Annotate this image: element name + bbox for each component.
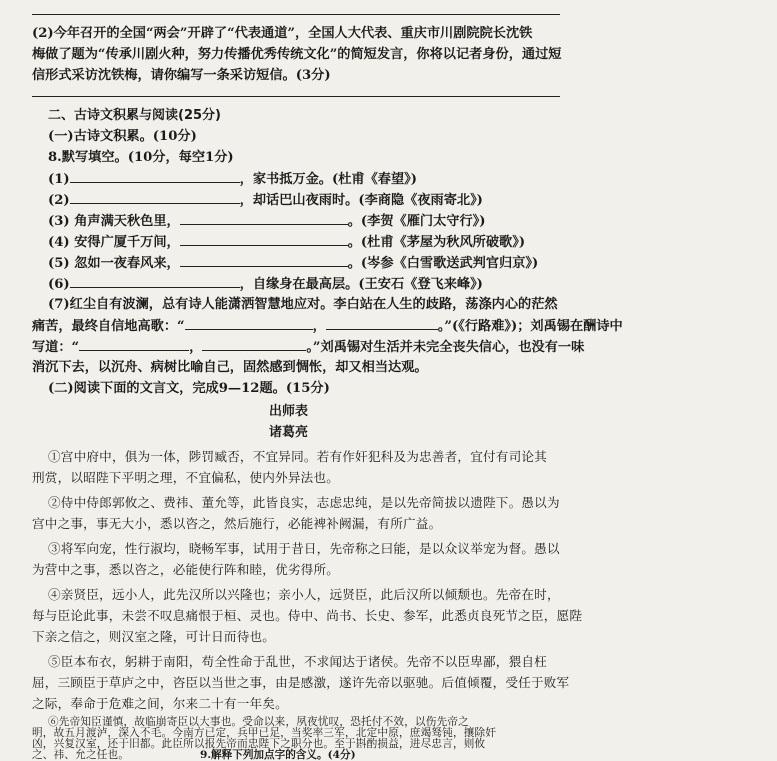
- q8-item-5-pre: (5) 忽如一夜春风来，: [48, 256, 180, 271]
- passage-p4-line2: 每与臣论此事，未尝不叹息痛恨于桓、灵也。侍中、尚书、长史、参军，此悉贞良死节之臣，愿陛: [32, 608, 583, 623]
- q7-line3-text-a: 写道：“: [32, 340, 80, 355]
- q9-heading: 9.解释下列加点字的含义。(4分): [200, 749, 356, 761]
- section2-sub2: (二)阅读下面的文言文，完成9—12题。(15分): [48, 381, 330, 396]
- q7-line2: [32, 316, 623, 336]
- q8-item-4: [48, 232, 625, 252]
- q7-line3-text-b: ，: [189, 340, 203, 355]
- passage-p5-line1: ⑤臣本布衣，躬耕于南阳，苟全性命于乱世，不求闻达于诸侯。先帝不以臣卑鄙，猥自枉: [48, 654, 547, 669]
- passage-p3-line1: ③将军向宠，性行淑均，晓畅军事，试用于昔日，先帝称之曰能，是以众议举宠为督。愚以: [48, 541, 560, 556]
- q8-item-6: [48, 274, 625, 294]
- q8-heading: 8.默写填空。(10分，每空1分): [48, 150, 234, 165]
- passage-p2-line1: ②侍中侍郎郭攸之、费祎、董允等，此皆良实，志虑忠纯，是以先帝简拔以遗陛下。愚以为: [48, 495, 560, 510]
- passage-p3-line2: 为营中之事，悉以咨之，必能使行阵和睦，优劣得所。: [32, 562, 340, 577]
- q8-item-6-pre: (6): [48, 277, 70, 292]
- answer-line: [32, 96, 560, 97]
- passage-p6-line3: 凶，兴复汉室，还于旧都。此臣所以报先帝而忠陛下之职分也。至于斟酌损益，进尽忠言，则攸: [32, 738, 486, 750]
- q7-line2-text-c: 。”(《行路难》)；刘禹锡在酬诗中: [437, 319, 623, 334]
- passage-p2-line2: 宫中之事，事无大小，悉以咨之，然后施行，必能裨补阙漏，有所广益。: [32, 516, 442, 531]
- q8-item-3: [48, 211, 625, 231]
- passage-p4-line1: ④亲贤臣，远小人，此先汉所以兴隆也；亲小人，远贤臣，此后汉所以倾颓也。先帝在时，: [48, 587, 560, 602]
- passage-p6-line2: 明，故五月渡泸，深入不毛。今南方已定，兵甲已足，当奖率三军，北定中原，庶竭驽钝，攘除奸: [32, 727, 497, 739]
- passage-p6-line4: 之、祎、允之任也。: [32, 749, 130, 761]
- answer-blank[interactable]: [70, 190, 240, 204]
- q8-item-6-post: ，自缘身在最高层。(王安石《登飞来峰》): [239, 277, 483, 292]
- top-divider: [32, 14, 560, 15]
- q8-item-4-post: 。(杜甫《茅屋为秋风所破歌》): [347, 235, 526, 250]
- q8-item-5: [48, 253, 625, 273]
- answer-blank[interactable]: [326, 316, 438, 330]
- passage-author: 诸葛亮: [268, 425, 308, 440]
- q2-line1: (2)今年召开的全国“两会”开辟了“代表通道”，全国人大代表、重庆市川剧院院长沈铁: [32, 26, 533, 41]
- answer-blank[interactable]: [70, 274, 240, 288]
- answer-blank[interactable]: [180, 232, 348, 246]
- q8-item-2-pre: (2): [48, 193, 70, 208]
- answer-blank[interactable]: [70, 169, 240, 183]
- q8-item-2: [48, 190, 625, 210]
- answer-blank[interactable]: [180, 253, 348, 267]
- passage-p1-line1: ①宫中府中，俱为一体，陟罚臧否，不宜异同。若有作奸犯科及为忠善者，宜付有司论其: [48, 449, 547, 464]
- q8-item-1: [48, 169, 625, 189]
- q8-item-2-post: ，却话巴山夜雨时。(李商隐《夜雨寄北》): [239, 193, 483, 208]
- answer-blank[interactable]: [185, 316, 313, 330]
- passage-p6-line1: ⑥先帝知臣谨慎，故临崩寄臣以大事也。受命以来，夙夜忧叹，恐托付不效，以伤先帝之: [48, 716, 469, 728]
- q2-line2: 梅做了题为“传承川剧火种，努力传播优秀传统文化”的简短发言，你将以记者身份，通过短: [32, 47, 562, 62]
- section2-sub1: (一)古诗文积累。(10分): [48, 129, 197, 144]
- q7-line2-text-a: 痛苦，最终自信地高歌：“: [32, 319, 185, 334]
- passage-p5-line2: 屈，三顾臣于草庐之中，咨臣以当世之事，由是感激，遂许先帝以驱驰。后值倾覆，受任于败军: [32, 675, 570, 690]
- q7-line4: 消沉下去，以沉舟、病树比喻自己，固然感到惆怅，却又相当达观。: [32, 360, 428, 375]
- answer-blank[interactable]: [79, 337, 189, 351]
- q8-item-3-pre: (3) 角声满天秋色里，: [48, 214, 180, 229]
- passage-title: 出师表: [268, 404, 308, 419]
- q8-item-5-post: 。(岑参《白雪歌送武判官归京》): [347, 256, 539, 271]
- q7-line3-text-c: 。”刘禹锡对生活并未完全丧失信心，也没有一味: [306, 340, 585, 355]
- answer-blank[interactable]: [202, 337, 306, 351]
- q8-item-1-pre: (1): [48, 172, 70, 187]
- q8-item-1-post: ，家书抵万金。(杜甫《春望》): [239, 172, 417, 187]
- passage-p4-line3: 下亲之信之，则汉室之隆，可计日而待也。: [32, 629, 276, 644]
- answer-blank[interactable]: [180, 211, 348, 225]
- passage-p1-line2: 刑赏，以昭陛下平明之理，不宜偏私，使内外异法也。: [32, 470, 340, 485]
- q8-item-4-pre: (4) 安得广厦千万间，: [48, 235, 180, 250]
- section2-title: 二、古诗文积累与阅读(25分): [48, 108, 221, 123]
- q7-line2-text-b: ，: [312, 319, 326, 334]
- passage-p5-line3: 之际，奉命于危难之间，尔来二十有一年矣。: [32, 696, 288, 711]
- q7-line3: [32, 337, 609, 357]
- q8-item-3-post: 。(李贺《雁门太守行》): [347, 214, 486, 229]
- q2-line3: 信形式采访沈铁梅，请你编写一条采访短信。(3分): [32, 68, 331, 83]
- q7-line1: (7)红尘自有波澜，总有诗人能潇洒智慧地应对。李白站在人生的歧路，荡涤内心的茫然: [48, 297, 558, 312]
